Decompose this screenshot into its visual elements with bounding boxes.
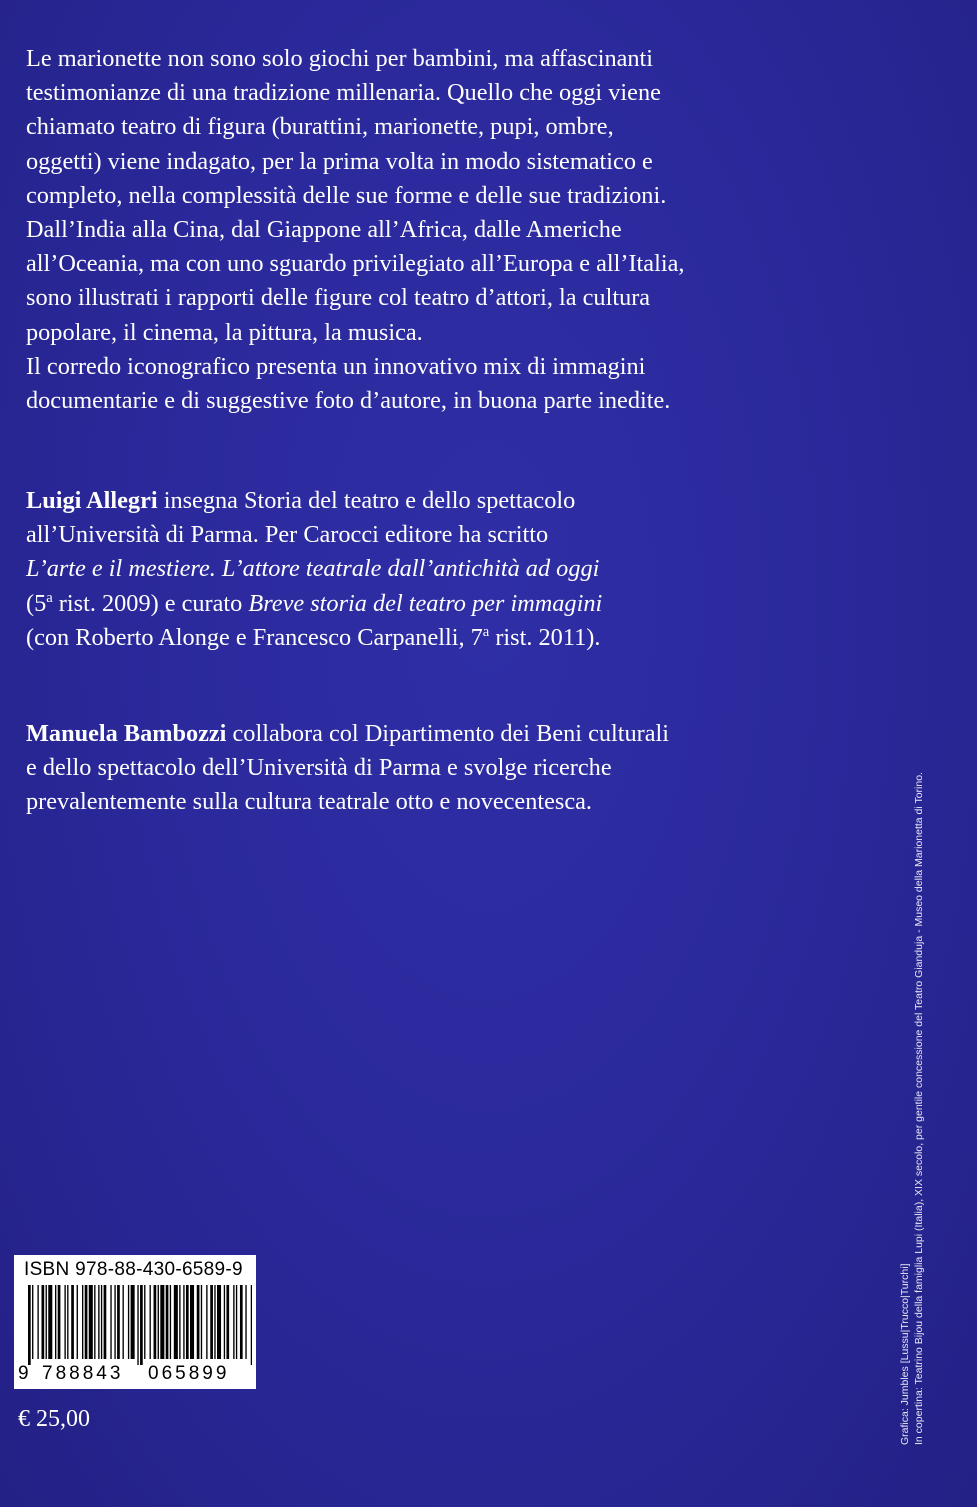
barcode-bar bbox=[197, 1285, 200, 1359]
barcode-bar bbox=[110, 1285, 111, 1359]
synopsis-line: popolare, il cinema, la pittura, la musica. bbox=[26, 318, 423, 346]
barcode-bar bbox=[186, 1285, 189, 1359]
barcode-bar bbox=[224, 1285, 225, 1359]
barcode-bar bbox=[170, 1285, 171, 1359]
book-title: Breve storia del teatro per immagini bbox=[248, 589, 603, 617]
synopsis-line: Dall’India alla Cina, dal Giappone all’Africa, dalle Americhe bbox=[26, 216, 622, 244]
barcode-bar bbox=[144, 1285, 145, 1359]
barcode-bar bbox=[154, 1285, 157, 1359]
barcode-bar bbox=[64, 1285, 65, 1359]
author-name: Luigi Allegri bbox=[26, 487, 158, 514]
barcode-bar bbox=[190, 1285, 194, 1359]
barcode-bar bbox=[98, 1285, 99, 1359]
synopsis-line: chiamato teatro di figura (burattini, marionette, pupi, ombre, bbox=[26, 113, 614, 141]
barcode-bar bbox=[77, 1285, 78, 1359]
barcode-bar bbox=[114, 1285, 115, 1359]
barcode-bar bbox=[82, 1285, 83, 1359]
barcode-bar bbox=[55, 1285, 56, 1359]
credits-line: Grafica: Jumbles [Lussu|Trucco|Turchi] bbox=[899, 1263, 911, 1445]
isbn-label: ISBN 978-88-430-6589-9 bbox=[24, 1259, 243, 1280]
barcode-bar bbox=[214, 1285, 215, 1359]
barcode-bar bbox=[210, 1285, 213, 1359]
barcode-bar bbox=[166, 1285, 169, 1359]
barcode-bar bbox=[226, 1285, 229, 1359]
price: € 25,00 bbox=[18, 1406, 90, 1432]
barcode-bar bbox=[150, 1285, 151, 1359]
synopsis-line: all’Oceania, ma con uno sguardo privilegiato all’Europa e all’Italia, bbox=[26, 250, 685, 278]
barcode-bar bbox=[160, 1285, 164, 1359]
synopsis-line: documentarie e di suggestive foto d’autore, in buona parte inedite. bbox=[26, 387, 671, 415]
barcode-bar bbox=[137, 1285, 138, 1365]
barcode-bar bbox=[117, 1285, 120, 1359]
isbn-barcode: ISBN 978-88-430-6589-9 9 788843 065899 bbox=[14, 1255, 256, 1389]
author-bio-bambozzi: Manuela Bambozzi collabora col Dipartimento dei Beni culturali e dello spettacolo dell’Università di Parma e svolge ricerche prevalentemente sulla cultura teatrale otto e novecentesca. bbox=[26, 720, 670, 816]
author-name: Manuela Bambozzi bbox=[26, 720, 227, 747]
barcode-bar bbox=[94, 1285, 95, 1359]
barcode-bars bbox=[28, 1285, 252, 1365]
synopsis-line: sono illustrati i rapporti delle figure col teatro d’attori, la cultura bbox=[26, 284, 651, 312]
barcode-bar bbox=[158, 1285, 159, 1359]
author-bio-allegri: Luigi Allegri insegna Storia del teatro e dello spettacolo all’Università di Parma. Per Carocci editore ha scritto L’arte e il mestiere. L’attore teatrale dall’antichità ad oggi (5$^a$ rist. 2009) e curato Breve storia del teatro per immagini (con Roberto Alonge e Francesco Carpanelli, 7$^a$ rist. 2011). bbox=[26, 487, 603, 651]
synopsis-line: oggetti) viene indagato, per la prima volta in modo sistematico e bbox=[26, 147, 653, 175]
synopsis-line: completo, nella complessità delle sue forme e delle sue tradizioni. bbox=[26, 181, 667, 209]
barcode-bar bbox=[71, 1285, 74, 1359]
synopsis-line: Le marionette non sono solo giochi per bambini, ma affascinanti bbox=[26, 45, 654, 72]
barcode-bar bbox=[46, 1285, 47, 1359]
barcode-bar bbox=[131, 1285, 135, 1359]
barcode-bar bbox=[245, 1285, 246, 1359]
barcode-bar bbox=[201, 1285, 202, 1359]
barcode-bar bbox=[123, 1285, 124, 1359]
barcode-bar bbox=[251, 1285, 252, 1365]
barcode-bar bbox=[42, 1285, 45, 1359]
barcode-bar bbox=[140, 1285, 143, 1365]
barcode-bar bbox=[128, 1285, 129, 1359]
barcode-bar bbox=[67, 1285, 68, 1359]
barcode-bar bbox=[183, 1285, 184, 1359]
barcode-bar bbox=[174, 1285, 178, 1359]
barcode-bar bbox=[206, 1285, 207, 1359]
barcode-bar bbox=[101, 1285, 102, 1359]
barcode-bar bbox=[236, 1285, 237, 1359]
barcode-bar bbox=[240, 1285, 243, 1359]
barcode-bar bbox=[48, 1285, 52, 1359]
barcode-bar bbox=[89, 1285, 93, 1359]
barcode-bar bbox=[217, 1285, 221, 1359]
barcode-bar bbox=[179, 1285, 180, 1359]
barcode-bar bbox=[58, 1285, 61, 1359]
credits-line: In copertina: Teatrino Bijou della famiglia Lupi (Italia), XIX secolo, per gentile concessione del Teatro Gianduja - Museo della Marionetta di Torino. bbox=[913, 772, 925, 1445]
synopsis-line: testimonianze di una tradizione millenaria. Quello che oggi viene bbox=[26, 79, 661, 107]
barcode-bar bbox=[85, 1285, 88, 1359]
barcode-bar bbox=[32, 1285, 33, 1359]
barcode-bar bbox=[37, 1285, 38, 1359]
synopsis-line: Il corredo iconografico presenta un innovativo mix di immagini bbox=[26, 352, 646, 380]
barcode-bar bbox=[233, 1285, 234, 1359]
synopsis-paragraph bbox=[26, 42, 846, 418]
cover-credits bbox=[898, 565, 926, 1445]
book-title: L’arte e il mestiere. L’attore teatrale dall’antichità ad oggi bbox=[26, 555, 600, 583]
barcode-bar bbox=[28, 1285, 31, 1365]
barcode-bar bbox=[104, 1285, 107, 1359]
